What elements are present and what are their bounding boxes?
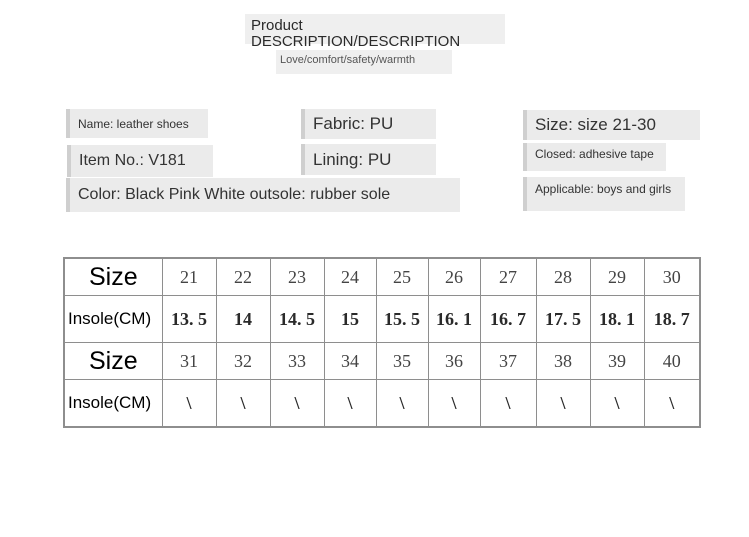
insole-row: [64, 380, 700, 428]
size-header-cell: Size: [64, 258, 162, 296]
insole-cell: 18. 7: [644, 296, 700, 343]
size-cell: 29: [590, 258, 644, 296]
size-row: [64, 258, 700, 296]
size-cell: 27: [480, 258, 536, 296]
header-subtitle: Love/comfort/safety/warmth: [280, 54, 416, 66]
spec-size: Size: size 21-30: [523, 110, 700, 140]
size-cell: 31: [162, 343, 216, 380]
insole-cell: \: [590, 380, 644, 428]
insole-cell: \: [428, 380, 480, 428]
size-cell: 30: [644, 258, 700, 296]
size-cell: 33: [270, 343, 324, 380]
insole-cell: 14. 5: [270, 296, 324, 343]
insole-header-cell: Insole(CM): [64, 380, 162, 428]
insole-cell: 18. 1: [590, 296, 644, 343]
insole-cell: \: [270, 380, 324, 428]
insole-cell: 15: [324, 296, 376, 343]
size-cell: 39: [590, 343, 644, 380]
spec-applicable: Applicable: boys and girls: [523, 177, 685, 211]
spec-lining: Lining: PU: [301, 144, 436, 175]
size-cell: 37: [480, 343, 536, 380]
spec-color: Color: Black Pink White outsole: rubber sole: [66, 178, 460, 212]
size-cell: 28: [536, 258, 590, 296]
insole-header-cell: Insole(CM): [64, 296, 162, 343]
size-cell: 40: [644, 343, 700, 380]
insole-cell: \: [324, 380, 376, 428]
spec-closed: Closed: adhesive tape: [523, 143, 666, 171]
insole-cell: \: [376, 380, 428, 428]
size-cell: 34: [324, 343, 376, 380]
size-cell: 22: [216, 258, 270, 296]
spec-item-no: Item No.: V181: [67, 145, 213, 177]
insole-cell: 13. 5: [162, 296, 216, 343]
size-cell: 36: [428, 343, 480, 380]
insole-cell: \: [162, 380, 216, 428]
header-title-line1: Product: [251, 17, 303, 34]
size-cell: 26: [428, 258, 480, 296]
insole-cell: 17. 5: [536, 296, 590, 343]
spec-fabric: Fabric: PU: [301, 109, 436, 139]
header-title-line2: DESCRIPTION/DESCRIPTION: [251, 33, 461, 50]
insole-cell: 16. 7: [480, 296, 536, 343]
spec-name: Name: leather shoes: [66, 109, 208, 138]
size-cell: 23: [270, 258, 324, 296]
size-table: [63, 257, 701, 428]
insole-cell: 15. 5: [376, 296, 428, 343]
insole-row: [64, 296, 700, 343]
size-cell: 25: [376, 258, 428, 296]
size-row: [64, 343, 700, 380]
size-cell: 32: [216, 343, 270, 380]
size-cell: 24: [324, 258, 376, 296]
insole-cell: \: [216, 380, 270, 428]
size-cell: 21: [162, 258, 216, 296]
size-cell: 35: [376, 343, 428, 380]
insole-cell: \: [480, 380, 536, 428]
size-header-cell: Size: [64, 343, 162, 380]
size-cell: 38: [536, 343, 590, 380]
insole-cell: 14: [216, 296, 270, 343]
insole-cell: \: [536, 380, 590, 428]
insole-cell: \: [644, 380, 700, 428]
insole-cell: 16. 1: [428, 296, 480, 343]
